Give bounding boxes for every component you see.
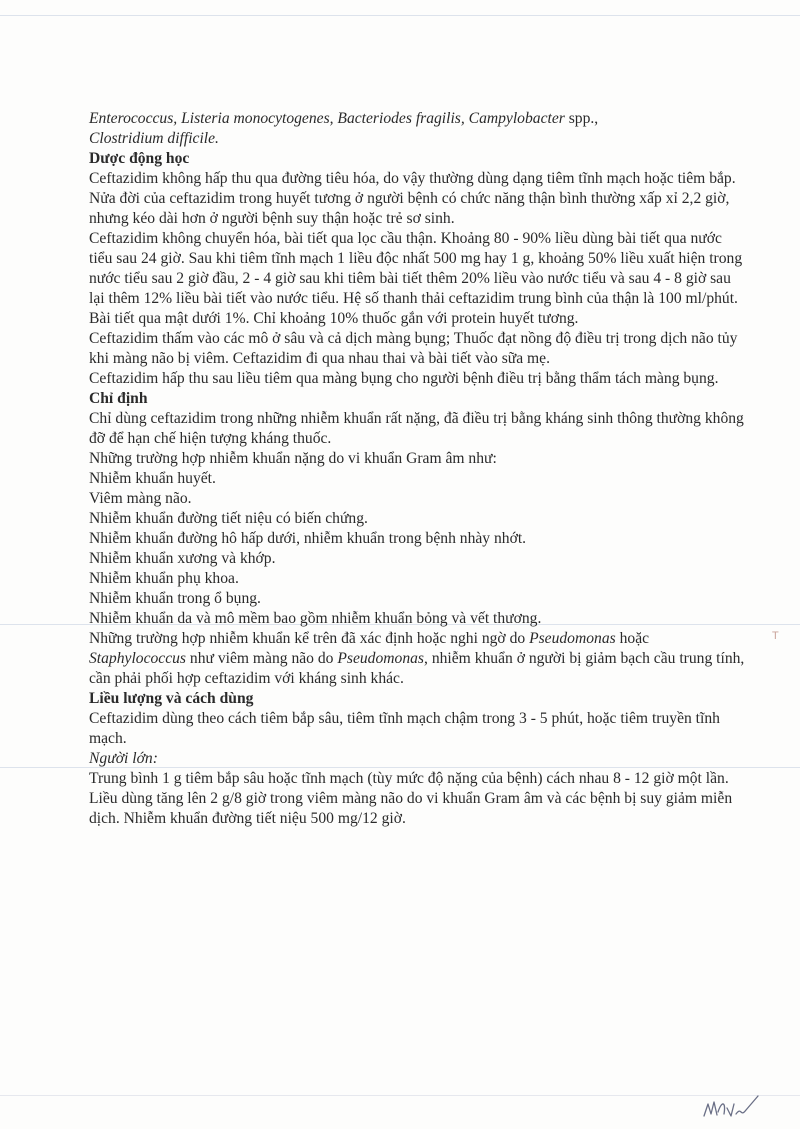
closing-text: Những trường hợp nhiễm khuẩn kể trên đã xác định hoặc nghi ngờ do bbox=[89, 630, 530, 647]
document-page bbox=[89, 109, 749, 829]
section-heading-indications: Chỉ định bbox=[89, 390, 148, 407]
handwritten-signature bbox=[700, 1090, 770, 1122]
scan-line bbox=[0, 15, 800, 16]
indications-intro: Chỉ dùng ceftazidim trong những nhiễm khuẩn rất nặng, đã điều trị bằng kháng sinh thông thường không đỡ để hạn chế hiện tượng kháng thuốc. bbox=[89, 410, 744, 447]
indication-item: Nhiễm khuẩn huyết. bbox=[89, 470, 216, 487]
signature-scribble bbox=[700, 1090, 770, 1122]
indications-closing bbox=[89, 629, 749, 689]
organism-name: Pseudomonas bbox=[337, 650, 425, 667]
pk-paragraph: Ceftazidim thấm vào các mô ở sâu và cả dịch màng bụng; Thuốc đạt nồng độ điều trị trong dịch não tủy khi màng não bị viêm. Ceftazidim đi qua nhau thai và bài tiết vào sữa mẹ. bbox=[89, 330, 738, 367]
pk-paragraph: Ceftazidim hấp thu sau liều tiêm qua màng bụng cho người bệnh điều trị bằng thẩm tách màng bụng. bbox=[89, 370, 719, 387]
scan-line bbox=[0, 1095, 800, 1096]
organism-name: Pseudomonas bbox=[529, 630, 616, 647]
indications-list-intro: Những trường hợp nhiễm khuẩn nặng do vi khuẩn Gram âm như: bbox=[89, 450, 497, 467]
dosage-adults-text: Trung bình 1 g tiêm bắp sâu hoặc tĩnh mạch (tùy mức độ nặng của bệnh) cách nhau 8 - 12 giờ một lần. Liều dùng tăng lên 2 g/8 giờ trong viêm màng não do vi khuẩn Gram âm và các bệnh bị suy giảm miễn dịch. Nhiễm khuẩn đường tiết niệu 500 mg/12 giờ. bbox=[89, 770, 733, 827]
indication-item: Viêm màng não. bbox=[89, 490, 192, 507]
margin-mark: T bbox=[772, 630, 779, 642]
indication-item: Nhiễm khuẩn đường hô hấp dưới, nhiễm khuẩn trong bệnh nhày nhớt. bbox=[89, 530, 527, 547]
closing-text: như viêm màng não do bbox=[186, 650, 338, 667]
indication-item: Nhiễm khuẩn xương và khớp. bbox=[89, 550, 276, 567]
indication-item: Nhiễm khuẩn trong ổ bụng. bbox=[89, 590, 261, 607]
indication-item: Nhiễm khuẩn đường tiết niệu có biến chứng. bbox=[89, 510, 368, 527]
dosage-adults-label: Người lớn: bbox=[89, 750, 158, 767]
indication-item: Nhiễm khuẩn phụ khoa. bbox=[89, 570, 239, 587]
intro-line-1: Enterococcus, Listeria monocytogenes, Bacteriodes fragilis, Campylobacter bbox=[89, 110, 565, 127]
pk-paragraph: Nửa đời của ceftazidim trong huyết tương ở người bệnh có chức năng thận bình thường xấp xỉ 2,2 giờ, nhưng kéo dài hơn ở người bệnh suy thận hoặc trẻ sơ sinh. bbox=[89, 190, 730, 227]
closing-text: hoặc bbox=[615, 630, 650, 647]
dosage-method: Ceftazidim dùng theo cách tiêm bắp sâu, tiêm tĩnh mạch chậm trong 3 - 5 phút, hoặc tiêm truyền tĩnh mạch. bbox=[89, 710, 720, 747]
indication-item: Nhiễm khuẩn da và mô mềm bao gồm nhiễm khuẩn bỏng và vết thương. bbox=[89, 610, 542, 627]
intro-line-1-tail: spp., bbox=[564, 110, 599, 127]
pk-paragraph: Ceftazidim không hấp thu qua đường tiêu hóa, do vậy thường dùng dạng tiêm tĩnh mạch hoặc tiêm bắp. bbox=[89, 170, 736, 187]
intro-line-2: Clostridium difficile. bbox=[89, 130, 219, 147]
organism-name: Staphylococcus bbox=[89, 650, 186, 667]
pk-paragraph: Ceftazidim không chuyển hóa, bài tiết qua lọc cầu thận. Khoảng 80 - 90% liều dùng bài tiết qua nước tiểu sau 24 giờ. Sau khi tiêm tĩnh mạch 1 liều độc nhất 500 mg hay 1 g, khoảng 50% liều xuất hiện trong nước tiểu sau 2 giờ đầu, 2 - 4 giờ sau khi tiêm bài tiết thêm 20% liều vào nước tiểu và sau 4 - 8 giờ sau lại thêm 12% liều bài tiết vào nước tiểu. Hệ số thanh thải ceftazidim trung bình của thận là 100 ml/phút. Bài tiết qua mật dưới 1%. Chỉ khoảng 10% thuốc gắn với protein huyết tương. bbox=[89, 230, 743, 327]
intro-organisms bbox=[89, 109, 749, 149]
closing-text: , nhiễm khuẩn ở người bị giảm bạch cầu trung tính, cần phải phối hợp ceftazidim với kháng sinh khác. bbox=[89, 650, 745, 687]
section-heading-pharmacokinetics: Dược động học bbox=[89, 150, 190, 167]
section-heading-dosage: Liều lượng và cách dùng bbox=[89, 690, 254, 707]
